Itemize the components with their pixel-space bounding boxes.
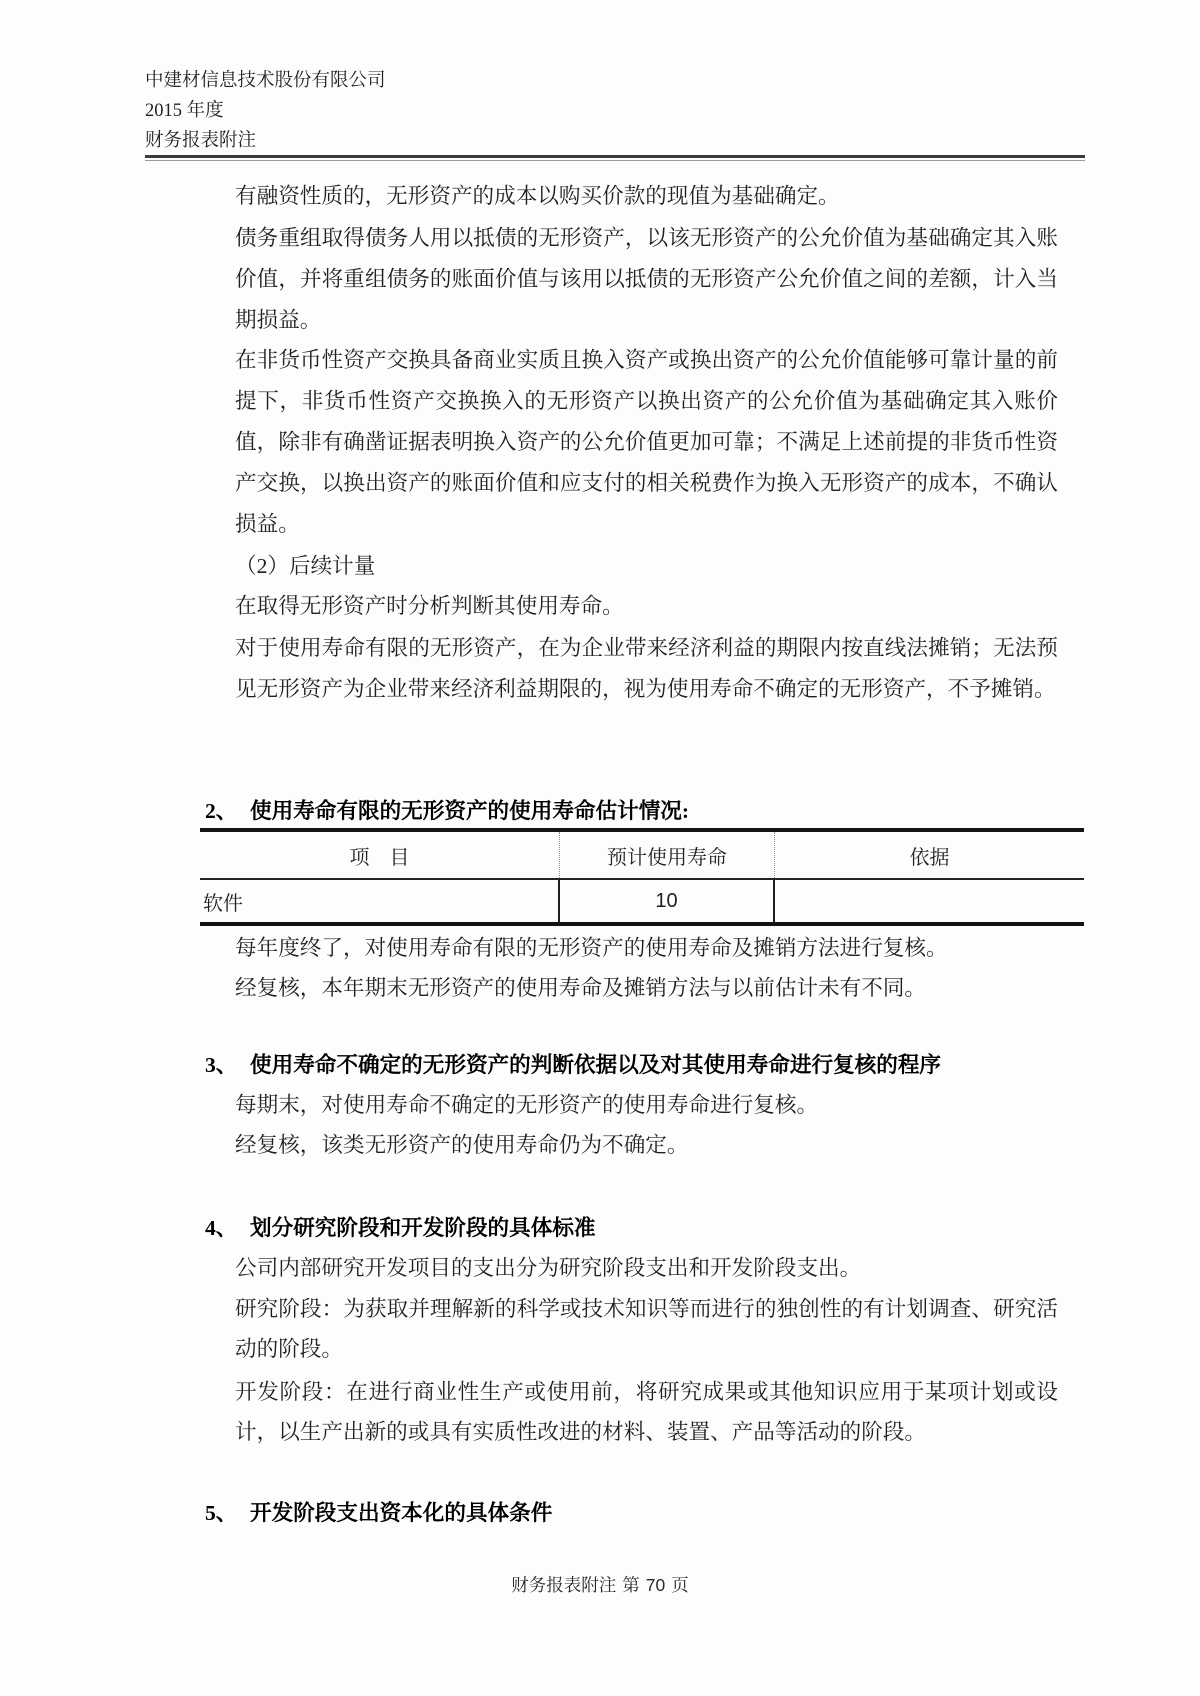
table-cell-item: 软件: [200, 880, 560, 922]
header-rule: [145, 155, 1085, 161]
paragraph-nonmonetary-exchange: 在非货币性资产交换具备商业实质且换入资产或换出资产的公允价值能够可靠计量的前提下，非货币性资产交换换入的无形资产以换出资产的公允价值为基础确定其入账价值，除非有确凿证据表明换入资产的公允价值更加可靠；不满足上述前提的非货币性资产交换，以换出资产的账面价值和应支付的相关税费作为换入无形资产的成本，不确认损益。: [235, 348, 1058, 536]
page-footer: [0, 1572, 1200, 1597]
section-2-paragraph-review: 每年度终了，对使用寿命有限的无形资产的使用寿命及摊销方法进行复核。: [235, 936, 948, 960]
section-4-paragraph-development-stage: 开发阶段：在进行商业性生产或使用前，将研究成果或其他知识应用于某项计划或设计，以生产出新的或具有实质性改进的材料、装置、产品等活动的阶段。: [235, 1380, 1058, 1444]
table-header-row: [200, 832, 1084, 880]
footer-doc-label: 财务报表附注: [511, 1575, 617, 1595]
section-3-title: 使用寿命不确定的无形资产的判断依据以及对其使用寿命进行复核的程序: [250, 1053, 942, 1077]
section-4-number: 4、: [205, 1216, 238, 1240]
table-cell-estimated-life: 10: [560, 880, 775, 922]
section-5-number: 5、: [205, 1501, 238, 1525]
section-4-heading: [205, 1214, 596, 1242]
table-header-item: 项 目: [200, 832, 560, 878]
section-3-paragraph-review: 每期末，对使用寿命不确定的无形资产的使用寿命进行复核。: [235, 1093, 819, 1117]
section-2-number: 2、: [205, 799, 238, 823]
paragraph-debt-restructuring: 债务重组取得债务人用以抵债的无形资产，以该无形资产的公允价值为基础确定其入账价值，并将重组债务的账面价值与该用以抵债的无形资产公允价值之间的差额，计入当期损益。: [235, 226, 1058, 332]
section-4-paragraph-split: 公司内部研究开发项目的支出分为研究阶段支出和开发阶段支出。: [235, 1256, 862, 1280]
table-cell-basis: [775, 880, 1084, 922]
paragraph-subsequent-measurement-label: （2）后续计量: [235, 554, 376, 578]
section-4-title: 划分研究阶段和开发阶段的具体标准: [250, 1216, 596, 1240]
footer-page-prefix: 第: [622, 1575, 640, 1595]
section-3-heading: [205, 1051, 941, 1079]
table-header-estimated-life: 预计使用寿命: [560, 832, 775, 878]
section-4-paragraph-research-stage: 研究阶段：为获取并理解新的科学或技术知识等而进行的独创性的有计划调查、研究活动的阶段。: [235, 1297, 1058, 1361]
footer-page-suffix: 页: [671, 1575, 689, 1595]
footer-page-number: 70: [645, 1575, 666, 1595]
section-2-paragraph-review-result: 经复核，本年期末无形资产的使用寿命及摊销方法与以前估计未有不同。: [235, 976, 927, 1000]
section-3-paragraph-result: 经复核，该类无形资产的使用寿命仍为不确定。: [235, 1133, 689, 1157]
header-doc-title: 财务报表附注: [145, 131, 257, 151]
paragraph-financing-nature: 有融资性质的，无形资产的成本以购买价款的现值为基础确定。: [235, 184, 840, 208]
section-5-title: 开发阶段支出资本化的具体条件: [250, 1501, 553, 1525]
section-2-title: 使用寿命有限的无形资产的使用寿命估计情况:: [250, 799, 690, 823]
table-header-basis: 依据: [909, 846, 950, 869]
page-header: [145, 66, 386, 156]
header-company-name: 中建材信息技术股份有限公司: [145, 71, 386, 91]
section-5-heading: [205, 1499, 552, 1527]
header-report-period: 2015 年度: [145, 101, 224, 121]
paragraph-useful-life-judgement: 在取得无形资产时分析判断其使用寿命。: [235, 594, 624, 618]
table-row: [200, 880, 1084, 922]
paragraph-finite-life-amortization: 对于使用寿命有限的无形资产，在为企业带来经济利益的期限内按直线法摊销；无法预见无形资产为企业带来经济利益期限的，视为使用寿命不确定的无形资产，不予摊销。: [235, 636, 1058, 701]
section-3-number: 3、: [205, 1053, 238, 1077]
section-2-heading: [205, 797, 689, 825]
useful-life-table: [200, 828, 1084, 926]
